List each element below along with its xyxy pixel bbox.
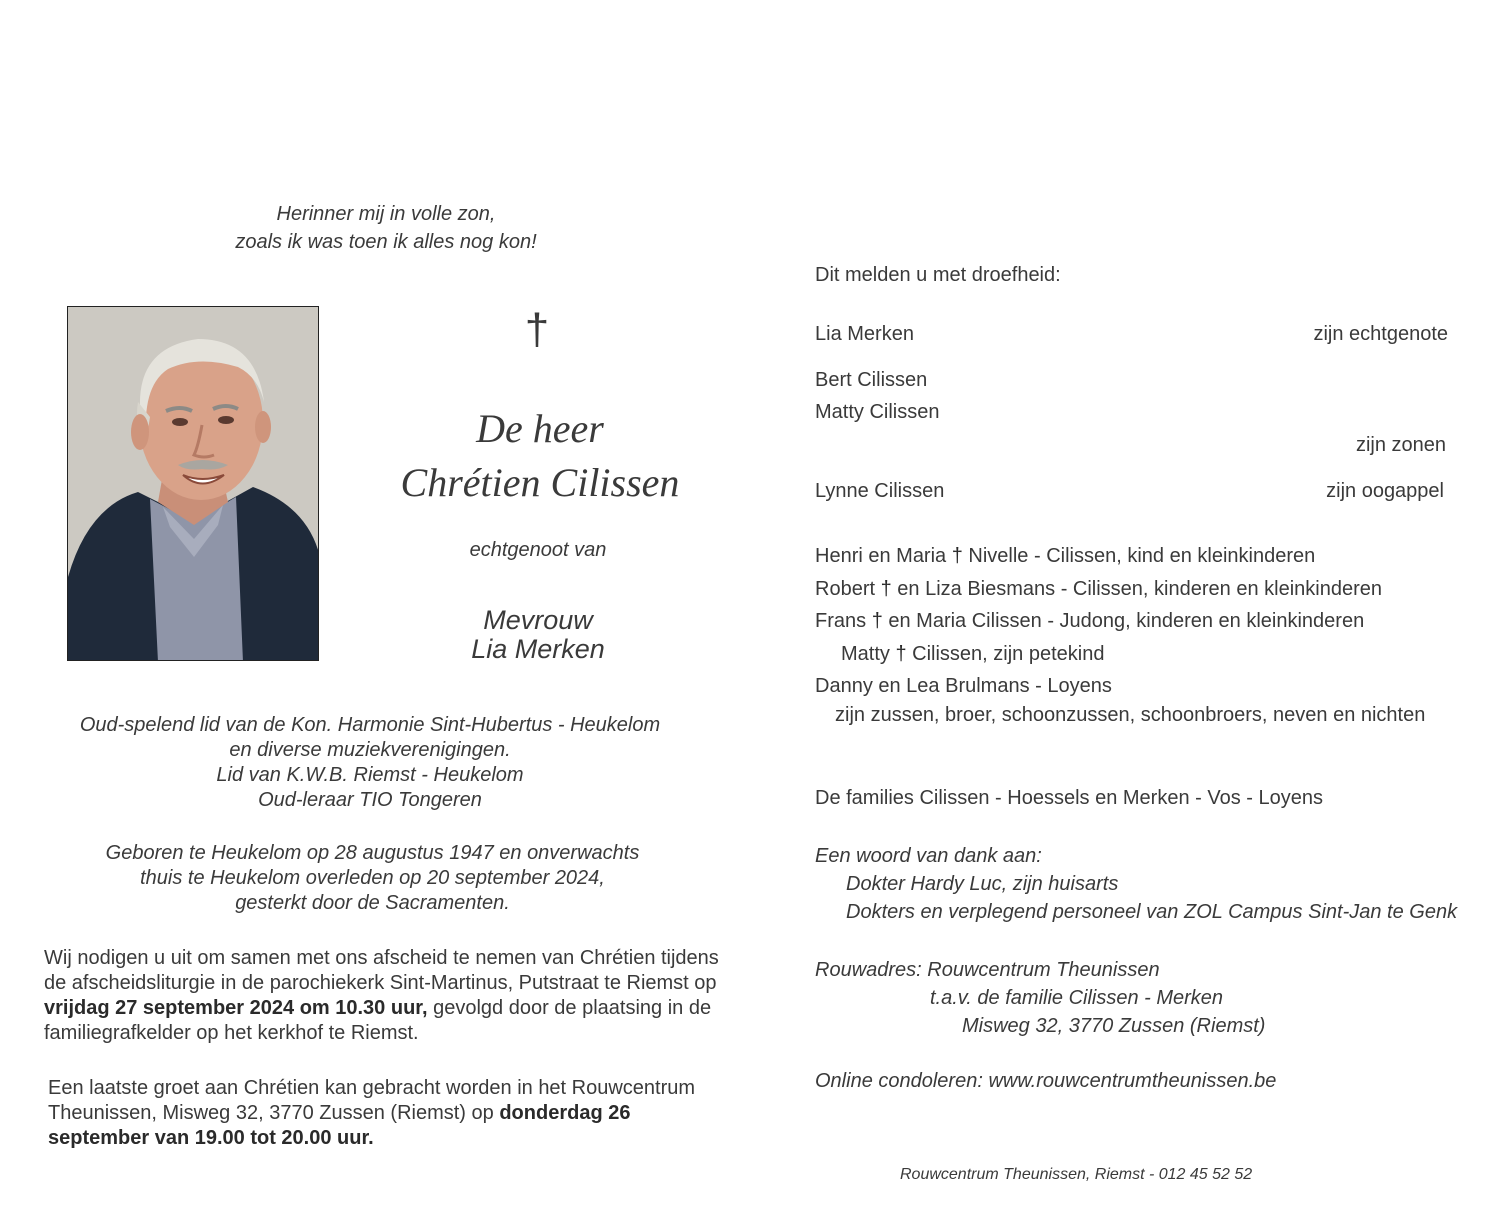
family-line-text: Cilissen, zijn petekind bbox=[906, 643, 1105, 665]
opening-quote bbox=[186, 200, 586, 256]
invite-date: vrijdag 27 september 2024 om 10.30 uur, bbox=[44, 997, 428, 1019]
birth-death-notice bbox=[40, 841, 705, 916]
sons-role: zijn zonen bbox=[1355, 434, 1446, 456]
grandchild-role: zijn oogappel bbox=[1326, 480, 1444, 502]
announcement-intro: Dit melden u met droefheid: bbox=[815, 264, 1061, 286]
farewell-visit bbox=[48, 1076, 728, 1151]
family-line bbox=[815, 576, 1382, 602]
dagger-icon: † bbox=[871, 610, 883, 632]
relative-son: Matty Cilissen bbox=[815, 401, 940, 423]
spouse-honorific: Mevrouw bbox=[483, 605, 593, 635]
online-condolence: Online condoleren: www.rouwcentrumtheunissen.be bbox=[815, 1070, 1277, 1092]
thanks-item: Dokter Hardy Luc, zijn huisarts bbox=[846, 873, 1119, 895]
spouse-of-label: echtgenoot van bbox=[469, 539, 607, 561]
family-line-text: Matty bbox=[841, 643, 896, 665]
deceased-name-block bbox=[380, 402, 700, 510]
family-line-text: Frans bbox=[815, 610, 872, 632]
family-line-text: Henri en Maria bbox=[815, 545, 952, 567]
born-line: Geboren te Heukelom op 28 augustus 1947 en onverwachts bbox=[105, 842, 640, 864]
family-line: zijn zussen, broer, schoonzussen, schoonbroers, neven en nichten bbox=[835, 704, 1426, 726]
bio-line: Lid van K.W.B. Riemst - Heukelom bbox=[216, 764, 524, 786]
bio-line: en diverse muziekverenigingen. bbox=[229, 739, 511, 761]
dagger-icon: † bbox=[895, 643, 907, 665]
relative-spouse-role: zijn echtgenote bbox=[1313, 323, 1448, 345]
deceased-name: Chrétien Cilissen bbox=[400, 460, 680, 505]
address-line: t.a.v. de familie Cilissen - Merken bbox=[930, 987, 1224, 1009]
family-line bbox=[815, 608, 1364, 634]
quote-line: zoals ik was toen ik alles nog kon! bbox=[235, 231, 537, 253]
quote-line: Herinner mij in volle zon, bbox=[276, 203, 496, 225]
address-label: Rouwadres: Rouwcentrum Theunissen bbox=[815, 959, 1160, 981]
families-line: De families Cilissen - Hoessels en Merken - Vos - Loyens bbox=[815, 787, 1323, 809]
invite-text: Wij nodigen u uit om samen met ons afscheid te nemen van Chrétien tijdens de afscheidsliturgie in de parochiekerk Sint-Martinus, Putstraat te Riemst op bbox=[44, 947, 719, 994]
family-line: Danny en Lea Brulmans - Loyens bbox=[815, 675, 1112, 697]
greet-text: Een laatste groet aan Chrétien kan gebracht worden in het Rouwcentrum Theunissen, Misweg 32, 3770 Zussen (Riemst) op bbox=[48, 1077, 696, 1124]
thanks-title: Een woord van dank aan: bbox=[815, 845, 1042, 867]
family-line-text: en Maria Cilissen - Judong, kinderen en kleinkinderen bbox=[882, 610, 1365, 632]
spouse-name: Lia Merken bbox=[471, 634, 605, 664]
family-line bbox=[815, 543, 1315, 569]
family-line-text: en Liza Biesmans - Cilissen, kinderen en kleinkinderen bbox=[891, 578, 1382, 600]
relative-grandchild: Lynne Cilissen bbox=[815, 480, 945, 502]
greet-date: donderdag 26 september van 19.00 tot 20.00 uur. bbox=[48, 1102, 631, 1149]
footer-credit: Rouwcentrum Theunissen, Riemst - 012 45 52 52 bbox=[900, 1166, 1253, 1183]
portrait-illustration bbox=[68, 307, 319, 661]
bio-line: Oud-leraar TIO Tongeren bbox=[258, 789, 482, 811]
spouse-block bbox=[400, 606, 676, 664]
bio-line: Oud-spelend lid van de Kon. Harmonie Sint-Hubertus - Heukelom bbox=[79, 714, 661, 736]
dagger-icon: † bbox=[880, 578, 892, 600]
family-line bbox=[841, 641, 1104, 667]
thanks-item: Dokters en verplegend personeel van ZOL Campus Sint-Jan te Genk bbox=[846, 901, 1458, 923]
born-line: gesterkt door de Sacramenten. bbox=[235, 892, 510, 914]
relative-son: Bert Cilissen bbox=[815, 369, 928, 391]
dagger-icon: † bbox=[951, 545, 963, 567]
funeral-invitation bbox=[44, 946, 724, 1046]
portrait-photo bbox=[67, 306, 319, 661]
relative-spouse-name: Lia Merken bbox=[815, 323, 914, 345]
cross-icon: † bbox=[524, 305, 550, 354]
biography bbox=[40, 713, 700, 813]
family-line-text: Robert bbox=[815, 578, 881, 600]
family-line-text: Nivelle - Cilissen, kind en kleinkinderen bbox=[962, 545, 1316, 567]
address-line: Misweg 32, 3770 Zussen (Riemst) bbox=[962, 1015, 1266, 1037]
honorific: De heer bbox=[476, 406, 604, 451]
invite-text-end: gevolgd door de plaatsing in de familiegrafkelder op het kerkhof te Riemst. bbox=[44, 997, 712, 1044]
born-line: thuis te Heukelom overleden op 20 september 2024, bbox=[140, 867, 605, 889]
